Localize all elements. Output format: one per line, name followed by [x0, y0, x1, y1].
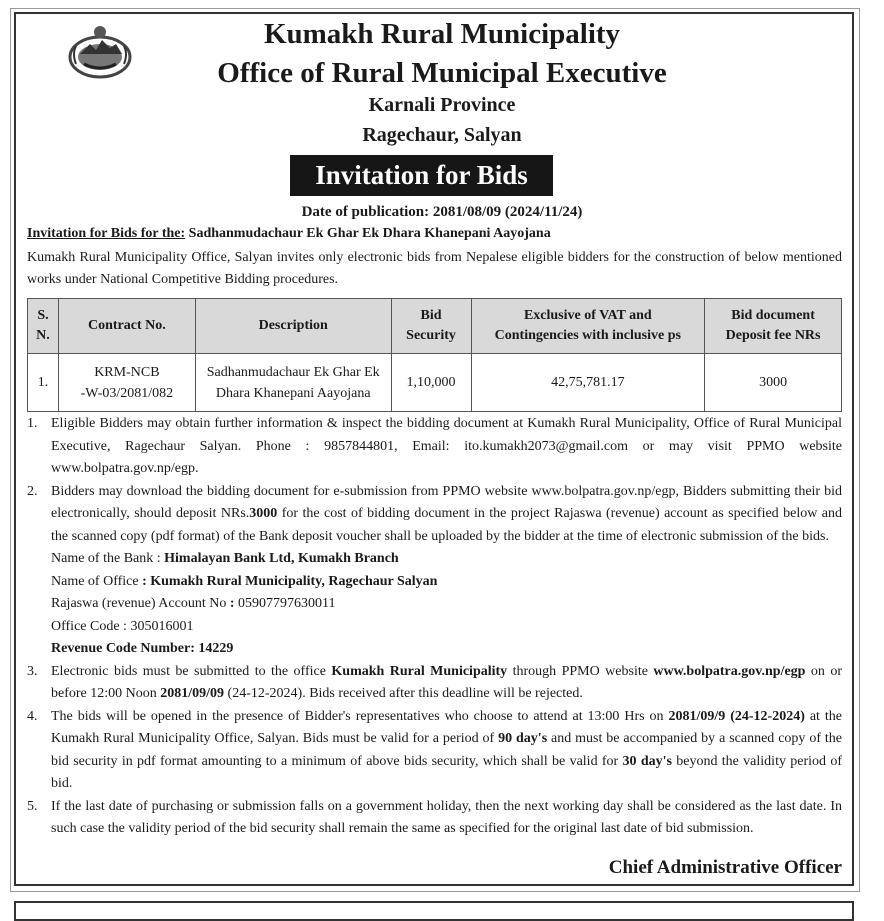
- list-item: 2. Bidders may download the bidding document for e-submission from PPMO website www.bolpatra.gov.np/egp, Bidders submitting their bid electronically, should deposit NRs.3000 for the cost of bidding document in the project Rajaswa (revenue) account as specified below and the scanned copy (pdf format) of the Bank deposit voucher shall be uploaded by the bidder at the time of electronic submission of the bids.: [27, 483, 842, 544]
- conditions-list: [27, 413, 842, 841]
- bids-table: [27, 298, 842, 412]
- office-title: Office of Rural Municipal Executive: [217, 57, 667, 89]
- cell-estimate: 42,75,781.17: [471, 354, 705, 412]
- account-line: Rajaswa (revenue) Account No : 05907797630011: [51, 596, 336, 611]
- header-sn: S. N.: [28, 299, 59, 354]
- bank-name-line: Name of the Bank : Himalayan Bank Ltd, Kumakh Branch: [51, 551, 399, 566]
- revenue-code-line: Revenue Code Number: 14229: [51, 641, 234, 656]
- header-estimate: Exclusive of VAT and Contingencies with inclusive ps: [471, 299, 705, 354]
- office-name-line: Name of Office : Kumakh Rural Municipality, Ragechaur Salyan: [51, 573, 438, 589]
- municipality-title: Kumakh Rural Municipality: [263, 18, 621, 50]
- ifb-label: Invitation for Bids for the:: [27, 226, 186, 241]
- location-title: Ragechaur, Salyan: [362, 124, 522, 146]
- publication-date: Date of publication: 2081/08/09 (2024/11/24): [301, 204, 583, 220]
- office-code-line: Office Code : 305016001: [51, 618, 194, 634]
- ifb-heading: [27, 226, 551, 242]
- cell-bid-security: 1,10,000: [391, 354, 471, 412]
- list-item: 1. Eligible Bidders may obtain further information & inspect the bidding document at Kumakh Rural Municipality, Office of Rural Municipal Executive, Ragechaur Salyan. Phone : 9857844801, Email: ito.kumakh2073@gmail.com or may visit PPMO website www.bolpatra.gov.np/egp.: [27, 416, 842, 476]
- cell-sn: 1.: [28, 354, 59, 412]
- header-contract: Contract No.: [58, 299, 195, 354]
- ifb-project: Sadhanmudachaur Ek Ghar Ek Dhara Khanepani Aayojana: [185, 226, 551, 241]
- header-fee: Bid document Deposit fee NRs: [705, 299, 842, 354]
- cell-fee: 3000: [705, 354, 842, 412]
- notice-banner: Invitation for Bids: [290, 155, 553, 196]
- list-item: 4. The bids will be opened in the presence of Bidder's representatives who choose to attend at 13:00 Hrs on 2081/09/9 (24-12-2024) at the Kumakh Rural Municipality Office, Salyan. Bids must be valid for a period of 90 day's and must be accompanied by a scanned copy of the bid security in pdf format amounting to a minimum of above bids security, which shall be valid for 30 day's beyond the validity period of bid.: [27, 708, 842, 791]
- next-notice-frame: [14, 901, 854, 921]
- list-item: 5. If the last date of purchasing or submission falls on a government holiday, then the next working day shall be considered as the last date. In such case the validity period of the bid security shall remain the same as specified for the original last date of bid submission.: [27, 798, 842, 836]
- intro-paragraph: Kumakh Rural Municipality Office, Salyan invites only electronic bids from Nepalese eligible bidders for the construction of below mentioned works under National Competitive Bidding procedures.: [27, 250, 842, 287]
- province-title: Karnali Province: [368, 94, 516, 116]
- signature-title: Chief Administrative Officer: [608, 857, 842, 878]
- table-header-row: [28, 299, 842, 354]
- header-description: Description: [195, 299, 391, 354]
- header-bid-security: Bid Security: [391, 299, 471, 354]
- cell-contract: KRM-NCB -W-03/2081/082: [58, 354, 195, 412]
- cell-description: Sadhanmudachaur Ek Ghar Ek Dhara Khanepani Aayojana: [195, 354, 391, 412]
- list-item: 3. Electronic bids must be submitted to the office Kumakh Rural Municipality through PPMO website www.bolpatra.gov.np/egp on or before 12:00 Noon 2081/09/09 (24-12-2024). Bids received after this deadline will be rejected.: [27, 663, 842, 701]
- table-row: [28, 354, 842, 412]
